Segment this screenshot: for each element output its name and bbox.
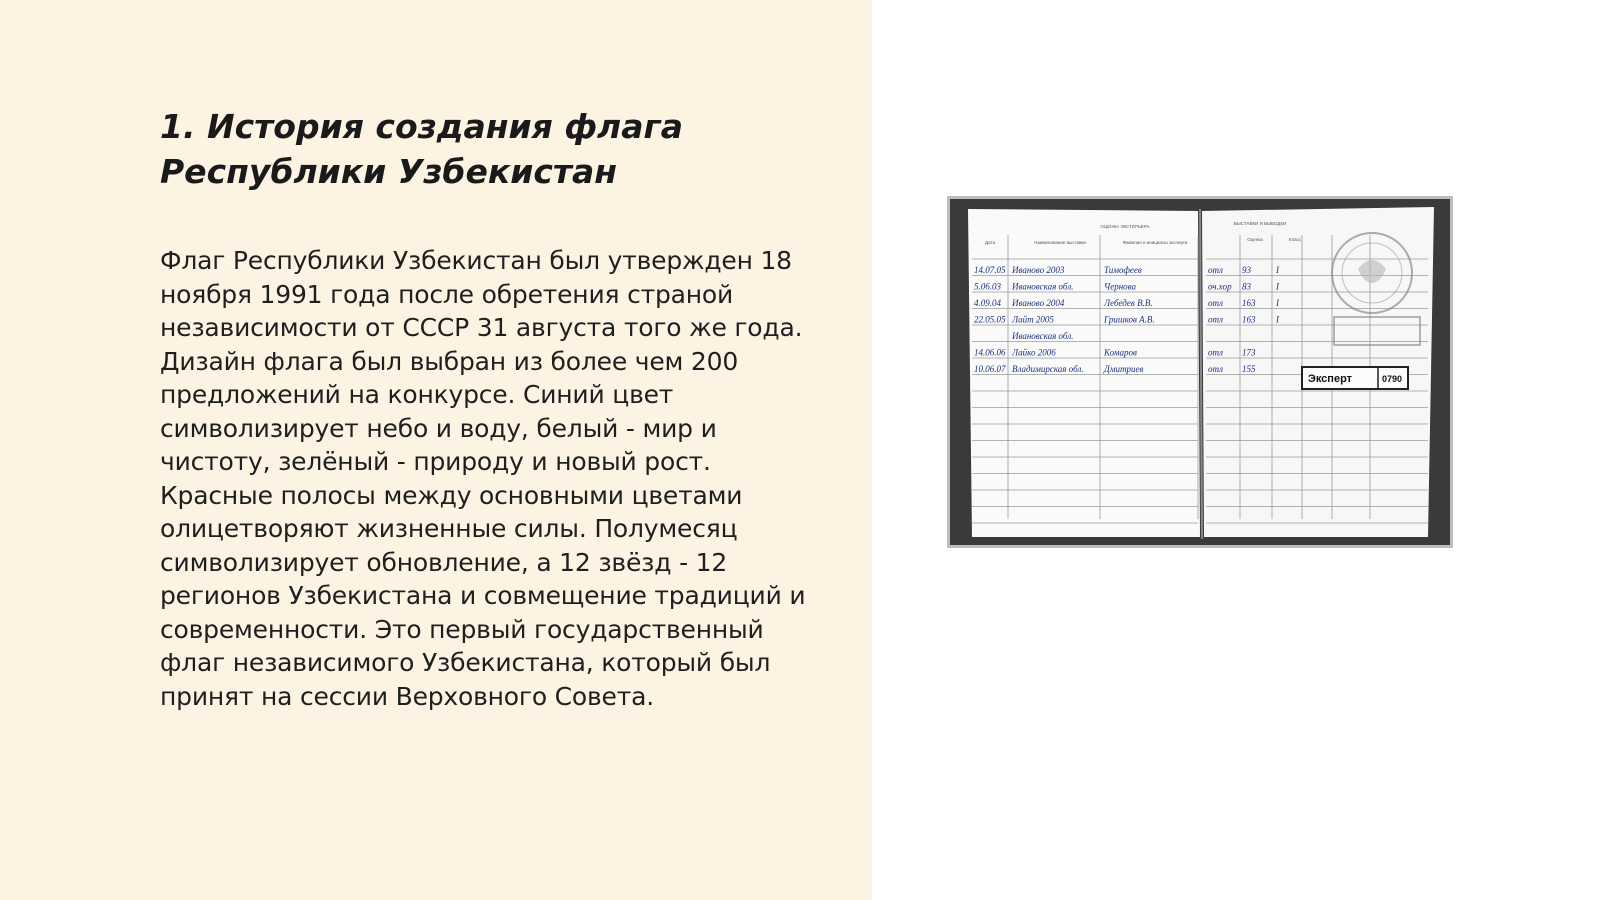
slide-title: 1. История создания флага Республики Узбекистан bbox=[160, 107, 684, 191]
handwritten-entry: отл bbox=[1208, 364, 1223, 374]
handwritten-entry: I bbox=[1276, 281, 1279, 292]
right-header: ВЫСТАВКИ И ВЫВОДКИ bbox=[1233, 221, 1287, 226]
col-exhibition-label: Наименование выставки bbox=[1034, 240, 1086, 245]
handwritten-entry: 4.09.04 bbox=[974, 298, 1001, 308]
handwritten-entry: Ивановская обл. bbox=[1012, 281, 1074, 292]
left-header: ОЦЕНКА ЭКСТЕРЬЕРА bbox=[1100, 224, 1150, 229]
handwritten-entry: 10.06.07 bbox=[974, 364, 1006, 374]
handwritten-entry: отл bbox=[1208, 314, 1223, 325]
col-date-label: Дата bbox=[985, 240, 995, 245]
handwritten-entry: 22.05.05 bbox=[974, 314, 1006, 325]
handwritten-entry: Лайко 2006 bbox=[1012, 347, 1056, 358]
spine bbox=[1200, 209, 1202, 539]
handwritten-entry: Гришков А.В. bbox=[1104, 314, 1155, 325]
passport-photo bbox=[950, 199, 1450, 545]
handwritten-entry: 14.06.06 bbox=[974, 347, 1006, 358]
slide-body-text: Флаг Республики Узбекистан был утвержден 18 ноября 1991 года после обретения страной независимости от СССР 31 августа того же года. Дизайн флага был выбран из более чем 200 предложений на конкурсе. Синий цвет символизирует небо и воду, белый - мир и чистоту, зелёный - природу и новый рост. Красные полосы между основными цветами олицетворяют жизненные силы. Полумесяц символизирует обновление, а 12 звёзд - 12 регионов Узбекистана и совмещение традиций и современности. Это первый государственный флаг независимого Узбекистана, который был принят на сессии Верховного Совета. bbox=[160, 246, 806, 711]
passport-pages-illustration bbox=[950, 199, 1450, 545]
handwritten-entry: отл bbox=[1208, 265, 1223, 275]
handwritten-entry: I bbox=[1276, 298, 1279, 308]
handwritten-entry: 163 bbox=[1242, 314, 1256, 325]
handwritten-entry: 83 bbox=[1242, 281, 1251, 292]
handwritten-entry: Лайт 2005 bbox=[1012, 314, 1054, 325]
handwritten-entry: Чернова bbox=[1104, 281, 1137, 292]
col-grade-label: Оценка bbox=[1247, 237, 1263, 242]
handwritten-entry: Иваново 2004 bbox=[1012, 298, 1065, 308]
col-expert-label: Фамилия и инициалы эксперта bbox=[1122, 240, 1188, 245]
handwritten-entry: Комаров bbox=[1104, 347, 1137, 358]
handwritten-entry: I bbox=[1276, 265, 1279, 275]
handwritten-entry: Тимофеев bbox=[1104, 265, 1142, 275]
handwritten-entry: Дмитриев bbox=[1104, 364, 1144, 374]
handwritten-entry: 93 bbox=[1242, 265, 1251, 275]
expert-stamp-number: 0790 bbox=[1382, 374, 1403, 384]
handwritten-entry: I bbox=[1276, 314, 1279, 325]
handwritten-entry: 155 bbox=[1242, 364, 1256, 374]
handwritten-entry: 173 bbox=[1242, 347, 1256, 358]
handwritten-entry: 14.07.05 bbox=[974, 265, 1006, 275]
handwritten-entry: Иваново 2003 bbox=[1012, 265, 1065, 275]
handwritten-entry: Лебедев В.В. bbox=[1104, 298, 1153, 308]
handwritten-entry: Владимирская обл. bbox=[1012, 364, 1084, 374]
handwritten-entry: 5.06.03 bbox=[974, 281, 1001, 292]
col-class-label: Класс bbox=[1288, 237, 1302, 242]
handwritten-entry: 163 bbox=[1242, 298, 1256, 308]
expert-stamp bbox=[1302, 367, 1408, 389]
handwritten-entry: Ивановская обл. bbox=[1012, 331, 1074, 341]
handwritten-entry: отл bbox=[1208, 347, 1223, 358]
handwritten-entry: отл bbox=[1208, 298, 1223, 308]
handwritten-entry: оч.хор bbox=[1208, 281, 1232, 292]
expert-stamp-label: Эксперт bbox=[1308, 373, 1353, 385]
